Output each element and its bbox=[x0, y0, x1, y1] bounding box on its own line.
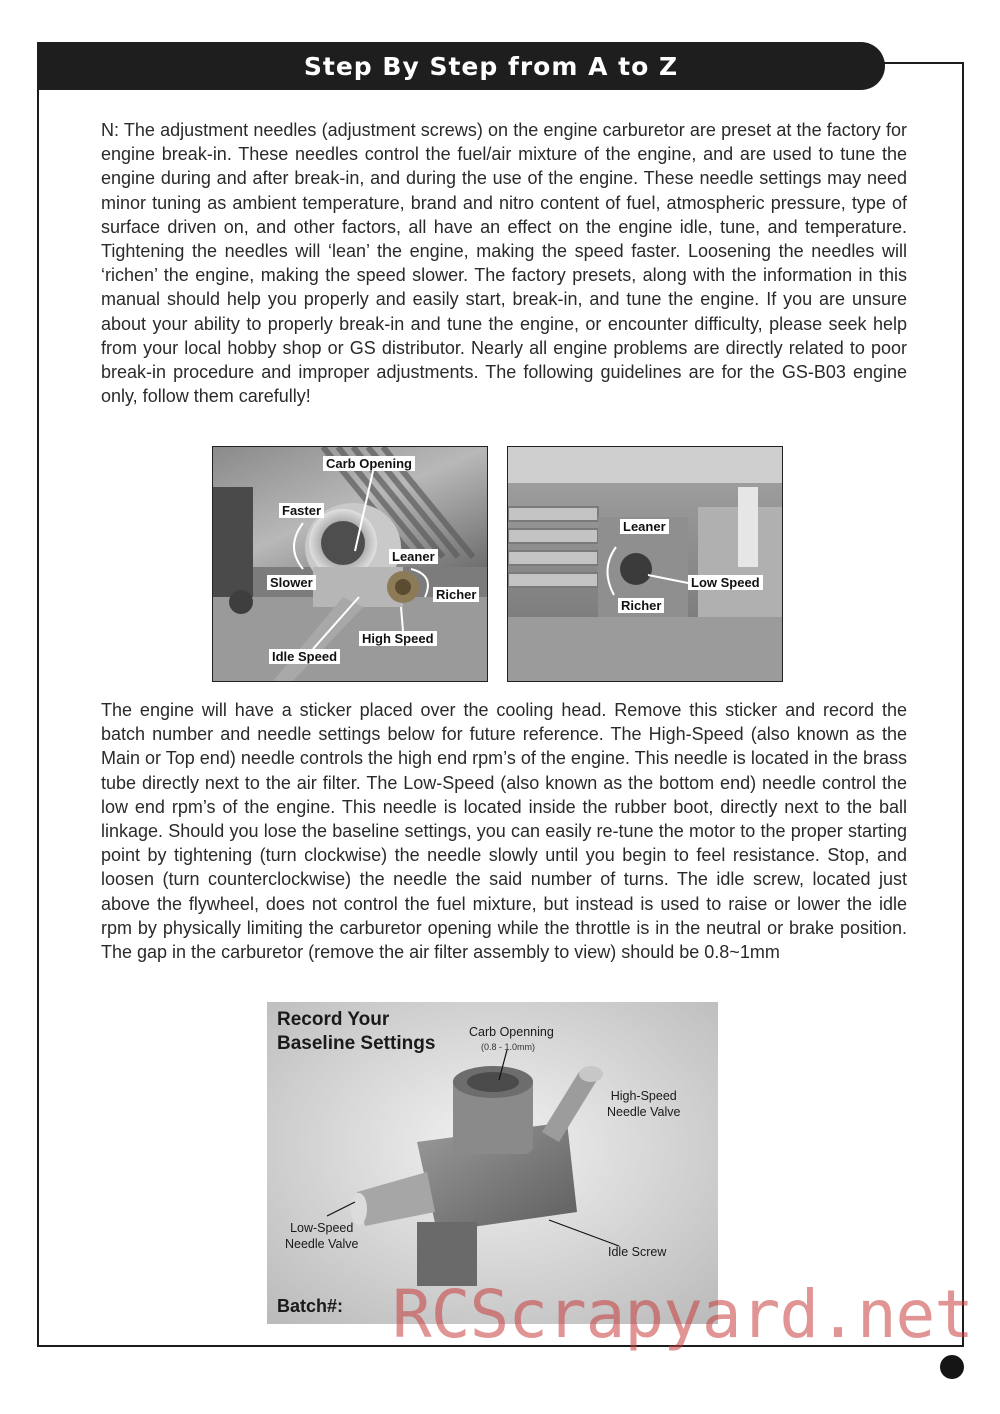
idle-screw-label: Idle Screw bbox=[608, 1245, 667, 1259]
faster-slower-arrow bbox=[294, 523, 303, 569]
low-speed-valve-label bbox=[285, 1220, 358, 1252]
left-photo-arrows bbox=[213, 447, 487, 681]
leaner-richer-arrow-right bbox=[607, 547, 616, 595]
callout-richer: Richer bbox=[433, 587, 479, 602]
high-speed-pointer bbox=[401, 607, 403, 631]
callout-leaner-right: Leaner bbox=[620, 519, 669, 534]
intro-paragraph: N: The adjustment needles (adjustment screws) on the engine carburetor are preset at the factory for engine break-in. These needles control the fuel/air mixture of the engine, and are used to tune the engine during and after break-in, and during the use of the engine. These needle settings may need minor tuning as ambient temperature, brand and nitro content of fuel, atmospheric pressure, type of surface driven on, and other factors, all have an effect on the engine idle, tune, and temperature. Tightening the needles will ‘lean’ the engine, making the speed faster. Loosening the needles will ‘richen’ the engine, making the speed slower. The factory presets, along with the information in this manual should help you properly and easily start, break-in, and tune the engine. If you are unsure about your ability to properly break-in and tune the engine, or encounter difficulty, please seek help from your local hobby shop or GS distributor. Nearly all engine problems are directly related to poor break-in procedure and improper adjustments. The following guidelines are for the GS-B03 engine only, follow them carefully! bbox=[101, 120, 907, 407]
high-speed-valve-line1: High-Speed bbox=[610, 1089, 677, 1103]
batch-number-label: Batch#: bbox=[277, 1296, 344, 1316]
diagram-heading-line2: Baseline Settings bbox=[277, 1033, 436, 1054]
low-speed-valve-line2: Needle Valve bbox=[285, 1237, 359, 1251]
leaner-richer-arrow bbox=[411, 569, 428, 597]
high-speed-valve-label bbox=[607, 1088, 680, 1120]
callout-richer-right: Richer bbox=[618, 598, 664, 613]
idle-speed-pointer bbox=[313, 597, 359, 649]
needle-settings-paragraph: The engine will have a sticker placed over the cooling head. Remove this sticker and record the batch number and needle settings below for future reference. The High-Speed (also known as the Main or Top end) needle controls the high end rpm’s of the engine. This needle is located in the brass tube directly next to the air filter. The Low-Speed (also known as the bottom end) needle control the low end rpm’s of the engine. This needle is located inside the rubber boot, directly next to the ball linkage. Should you lose the baseline settings, you can easily re-tune the motor to the proper starting point by tightening (turn clockwise) the needle slowly until you begin to feel resistance. Stop, and loosen (turn counterclockwise) the needle the said number of turns. The idle screw, located just above the flywheel, does not control the fuel mixture, but instead is used to raise or lower the idle rpm by physically limiting the carburetor opening while the throttle is in the neutral or brake position. The gap in the carburetor (remove the air filter assembly to view) should be 0.8~1mm bbox=[101, 700, 907, 963]
low-speed-pointer bbox=[648, 575, 688, 583]
callout-low-speed: Low Speed bbox=[688, 575, 763, 590]
page-marker-dot bbox=[940, 1355, 964, 1379]
gap-range-label: (0.8 - 1.0mm) bbox=[481, 1042, 536, 1052]
callout-high-speed: High Speed bbox=[359, 631, 437, 646]
carb-openning-label: Carb Openning bbox=[469, 1025, 554, 1039]
carburetor-photo-right bbox=[507, 446, 783, 682]
right-photo-arrows bbox=[508, 447, 782, 681]
callout-leaner: Leaner bbox=[389, 549, 438, 564]
low-speed-valve-line1: Low-Speed bbox=[290, 1221, 354, 1235]
callout-carb-opening: Carb Opening bbox=[323, 456, 415, 471]
header-bar bbox=[37, 42, 885, 90]
callout-faster: Faster bbox=[279, 503, 324, 518]
high-speed-valve-line2: Needle Valve bbox=[607, 1105, 681, 1119]
callout-idle-speed: Idle Speed bbox=[269, 649, 340, 664]
diagram-heading-line1: Record Your bbox=[277, 1009, 390, 1030]
callout-slower: Slower bbox=[267, 575, 316, 590]
carb-opening-pointer bbox=[355, 471, 373, 551]
diagram-heading bbox=[277, 1008, 435, 1056]
carburetor-photo-left bbox=[212, 446, 488, 682]
page-title: Step By Step from A to Z bbox=[303, 52, 679, 81]
frame-top-line bbox=[880, 62, 964, 64]
site-watermark: RCScrapyard.net bbox=[392, 1276, 974, 1353]
